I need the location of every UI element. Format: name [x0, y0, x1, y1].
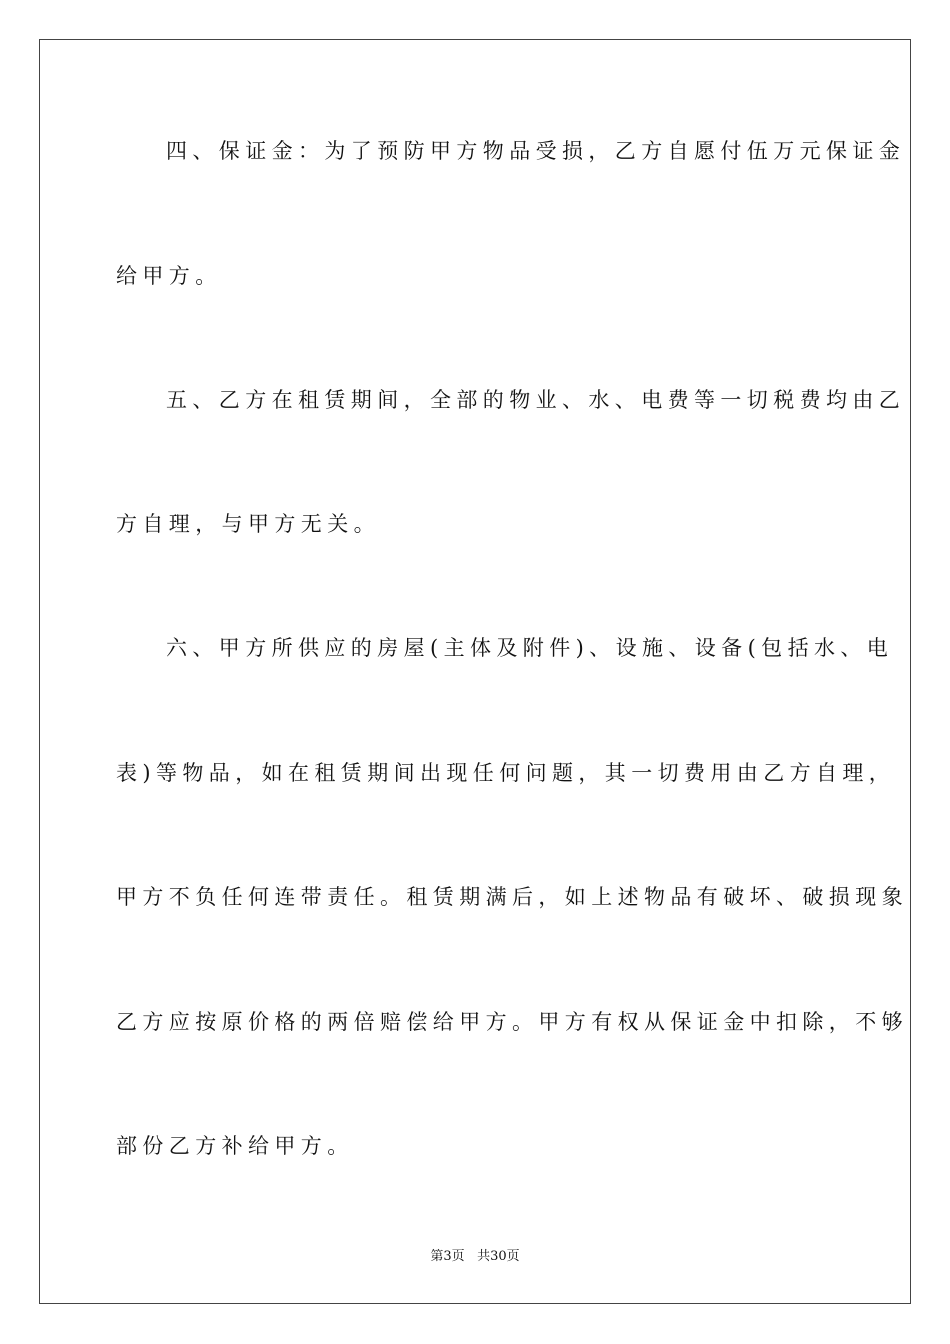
page-border	[39, 39, 911, 1304]
clause-6-line-3: 甲方不负任何连带责任。租赁期满后，如上述物品有破坏、破损现象	[116, 885, 908, 909]
page-total: 共30页	[477, 1249, 520, 1264]
clause-4-line-2: 给甲方。	[116, 264, 222, 288]
page-number: 第3页	[430, 1249, 465, 1264]
clause-5-line-1: 五、乙方在租赁期间，全部的物业、水、电费等一切税费均由乙	[166, 388, 906, 412]
clause-6-line-4: 乙方应按原价格的两倍赔偿给甲方。甲方有权从保证金中扣除，不够	[116, 1010, 908, 1034]
clause-5-line-2: 方自理，与甲方无关。	[116, 512, 380, 536]
clause-6-line-1: 六、甲方所供应的房屋(主体及附件)、设施、设备(包括水、电	[166, 636, 894, 660]
clause-6-line-5: 部份乙方补给甲方。	[116, 1134, 354, 1158]
clause-4-line-1: 四、保证金：为了预防甲方物品受损，乙方自愿付伍万元保证金	[166, 139, 906, 163]
page-footer	[0, 1248, 950, 1266]
clause-6-line-2: 表)等物品，如在租赁期间出现任何问题，其一切费用由乙方自理，	[116, 761, 896, 785]
